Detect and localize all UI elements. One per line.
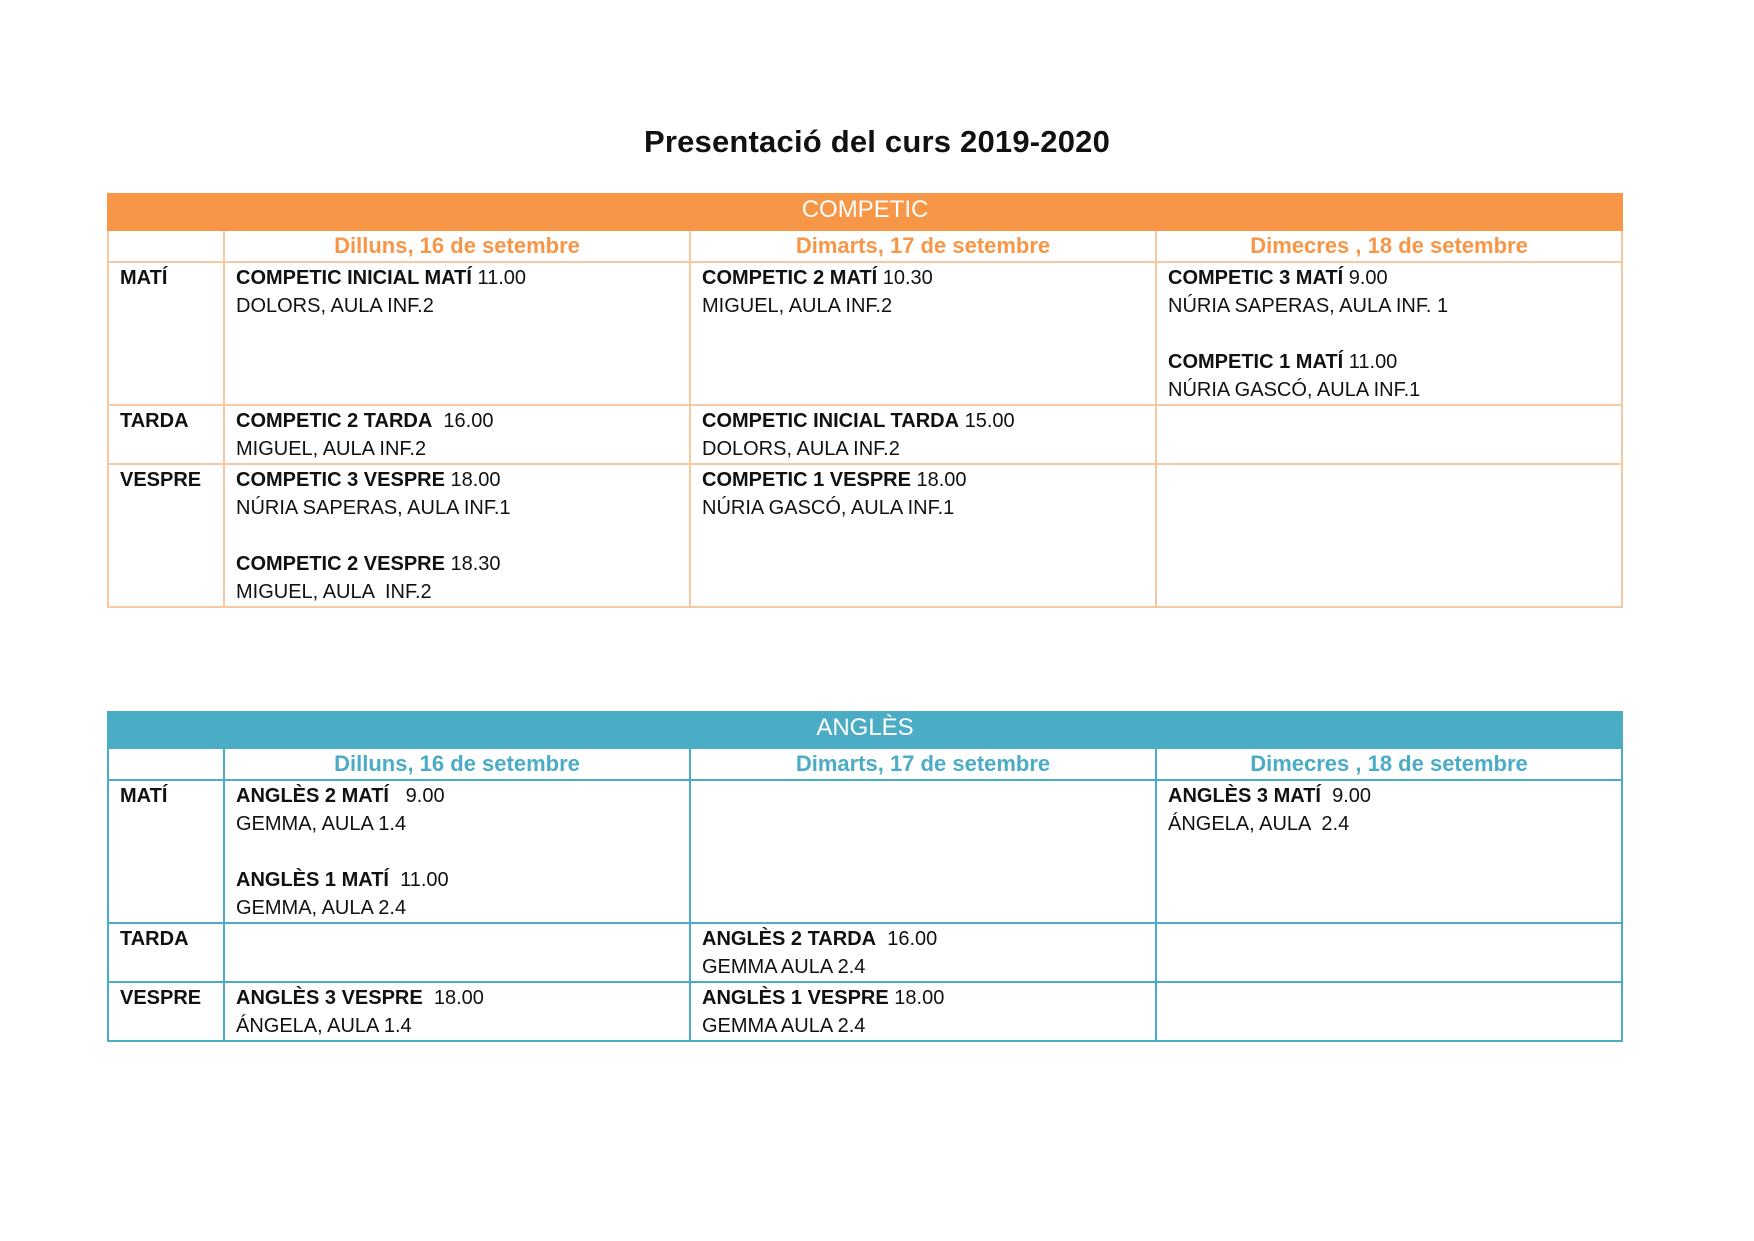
schedule-row [108,780,1622,923]
schedule-cell [1156,262,1622,405]
course-name: ANGLÈS 3 VESPRE [236,987,423,1009]
course-line [1168,348,1610,376]
course-line [236,466,678,494]
course-line [236,550,678,578]
course-time: 16.00 [432,410,494,432]
course-time: 9.00 [1343,267,1388,289]
schedule-cell [1156,464,1622,607]
time-slot-label: MATÍ [108,780,224,923]
corner-cell [108,230,224,262]
day-header: Dilluns, 16 de setembre [224,748,690,780]
teacher-room: DOLORS, AULA INF.2 [236,295,434,317]
course-name: ANGLÈS 1 VESPRE [702,987,889,1009]
course-line [236,782,678,810]
course-name: COMPETIC 1 MATÍ [1168,351,1344,373]
schedule-cell [690,923,1156,982]
course-line [702,984,1144,1012]
schedule-cell [1156,982,1622,1041]
course-time: 10.30 [877,267,933,289]
teacher-room: ÁNGELA, AULA 1.4 [236,1015,412,1037]
course-name: ANGLÈS 1 MATÍ [236,869,389,891]
teacher-room: NÚRIA SAPERAS, AULA INF.1 [236,497,511,519]
course-time: 18.00 [910,469,967,491]
teacher-room: ÁNGELA, AULA 2.4 [1168,813,1350,835]
time-slot-label: VESPRE [108,982,224,1041]
teacher-room: MIGUEL, AULA INF.2 [236,581,432,603]
course-time: 15.00 [959,410,1015,432]
course-time: 18.00 [888,987,945,1009]
schedule-cell [224,982,690,1041]
course-line [702,466,1144,494]
teacher-room: GEMMA AULA 2.4 [702,956,866,978]
course-line [702,407,1144,435]
schedule-cell [690,982,1156,1041]
teacher-room: NÚRIA SAPERAS, AULA INF. 1 [1168,295,1449,317]
course-time: 18.00 [422,987,484,1009]
schedule-cell [224,780,690,923]
section-banner: ANGLÈS [108,712,1622,748]
schedule-row [108,405,1622,464]
day-header-row [108,230,1622,262]
section-banner: COMPETIC [108,194,1622,230]
entry-gap [236,522,678,550]
course-time: 18.30 [444,553,501,575]
schedule-cell [690,262,1156,405]
course-line [702,264,1144,292]
course-name: COMPETIC 3 VESPRE [236,469,445,491]
course-time: 11.00 [1343,351,1398,373]
schedule-cell [1156,405,1622,464]
course-time: 11.00 [471,267,527,289]
course-line [236,866,678,894]
teacher-room: GEMMA AULA 2.4 [702,1015,866,1037]
time-slot-label: MATÍ [108,262,224,405]
teacher-room: NÚRIA GASCÓ, AULA INF.1 [1168,379,1421,401]
course-line [236,407,678,435]
schedule-row [108,982,1622,1041]
course-name: ANGLÈS 3 MATÍ [1168,785,1321,807]
course-time: 18.00 [444,469,501,491]
schedule-cell [1156,923,1622,982]
schedule-cell [224,405,690,464]
schedule-cell [690,464,1156,607]
schedule-cell [224,262,690,405]
course-line [1168,782,1610,810]
teacher-room: NÚRIA GASCÓ, AULA INF.1 [702,497,955,519]
entry-gap [1168,320,1610,348]
course-name: ANGLÈS 2 MATÍ [236,785,389,807]
day-header-row [108,748,1622,780]
course-time: 11.00 [388,869,449,891]
page-title: Presentació del curs 2019-2020 [643,124,1111,159]
angles-schedule-table [107,711,1623,1042]
schedule-cell [690,405,1156,464]
course-name: COMPETIC 3 MATÍ [1168,267,1344,289]
teacher-room: MIGUEL, AULA INF.2 [236,438,427,460]
course-name: COMPETIC INICIAL MATÍ [236,267,472,289]
course-line [1168,264,1610,292]
course-line [236,264,678,292]
day-header: Dimarts, 17 de setembre [690,748,1156,780]
schedule-cell [224,923,690,982]
time-slot-label: TARDA [108,923,224,982]
course-name: ANGLÈS 2 TARDA [702,928,877,950]
teacher-room: DOLORS, AULA INF.2 [702,438,900,460]
competic-schedule-table [107,193,1623,608]
course-name: COMPETIC 2 MATÍ [702,267,878,289]
course-line [236,984,678,1012]
schedule-cell [224,464,690,607]
course-time: 16.00 [876,928,938,950]
time-slot-label: VESPRE [108,464,224,607]
course-name: COMPETIC 2 TARDA [236,410,433,432]
day-header: Dimecres , 18 de setembre [1156,230,1622,262]
schedule-row [108,923,1622,982]
course-name: COMPETIC INICIAL TARDA [702,410,960,432]
course-name: COMPETIC 2 VESPRE [236,553,445,575]
day-header: Dilluns, 16 de setembre [224,230,690,262]
day-header: Dimecres , 18 de setembre [1156,748,1622,780]
entry-gap [236,838,678,866]
course-name: COMPETIC 1 VESPRE [702,469,911,491]
corner-cell [108,748,224,780]
schedule-cell [1156,780,1622,923]
teacher-room: MIGUEL, AULA INF.2 [702,295,893,317]
time-slot-label: TARDA [108,405,224,464]
schedule-row [108,262,1622,405]
schedule-row [108,464,1622,607]
banner-row [108,194,1622,230]
schedule-cell [690,780,1156,923]
banner-row [108,712,1622,748]
teacher-room: GEMMA, AULA 1.4 [236,813,407,835]
course-time: 9.00 [1320,785,1372,807]
day-header: Dimarts, 17 de setembre [690,230,1156,262]
course-time: 9.00 [388,785,445,807]
course-line [702,925,1144,953]
teacher-room: GEMMA, AULA 2.4 [236,897,407,919]
